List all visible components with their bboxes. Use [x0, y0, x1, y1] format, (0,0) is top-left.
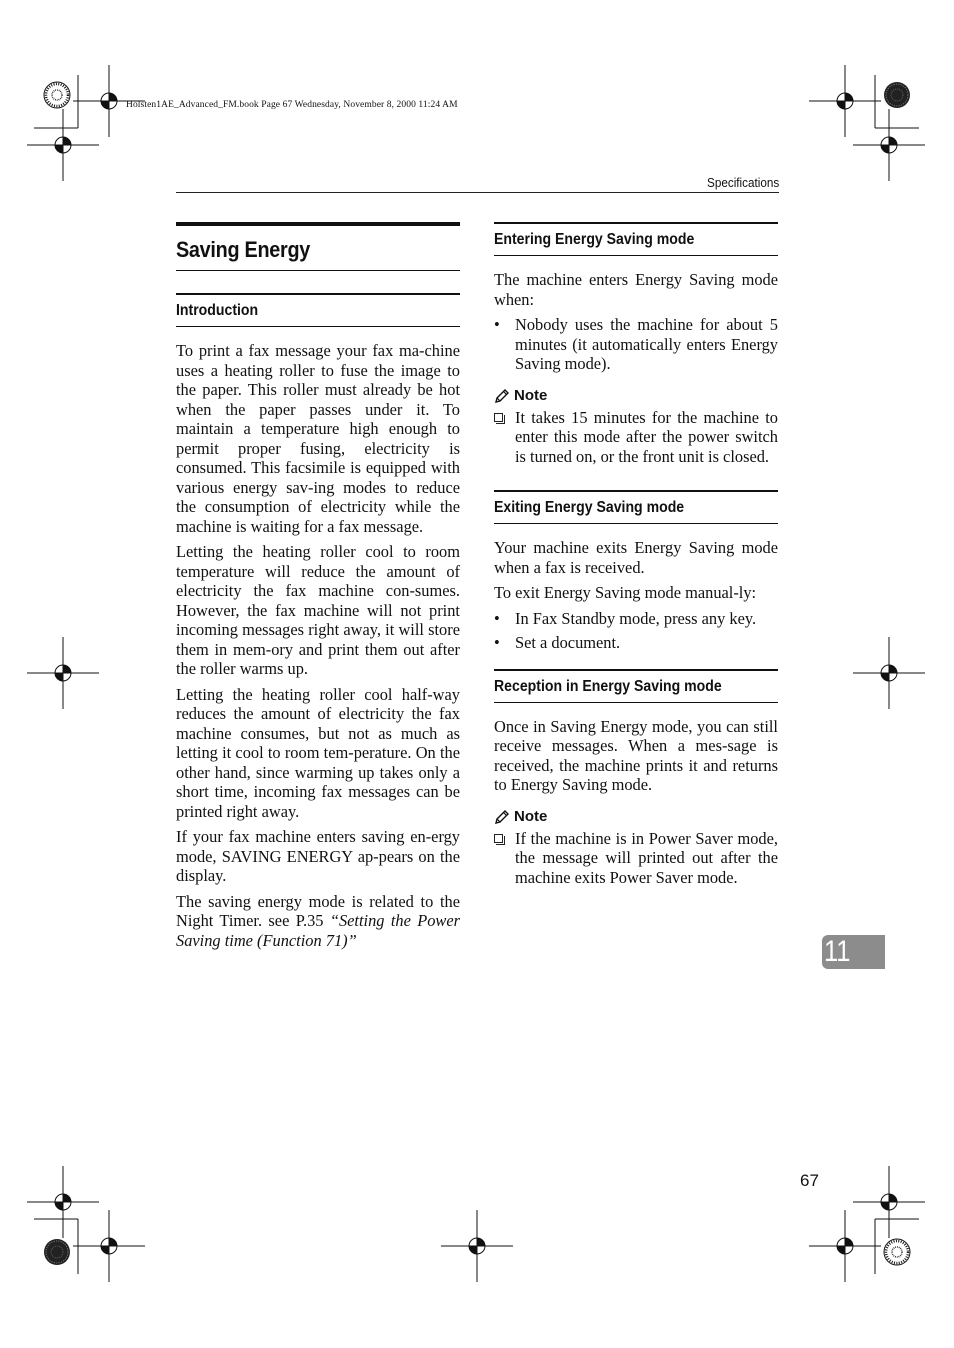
file-info: Holsten1AE_Advanced_FM.book Page 67 Wednesday, November 8, 2000 11:24 AM [126, 100, 458, 110]
intro-paragraph-3: Letting the heating roller cool half-way reduces the amount of electricity the fax machine consumes, but not as much as letting it cool to room tem-perature. On the other hand, since warming up takes only a short time, incoming fax messages can be printed right away. [176, 684, 460, 821]
pencil-icon [494, 809, 510, 825]
note-heading: Note [494, 807, 778, 827]
checkbox-icon [494, 834, 503, 843]
intro-paragraph-1: To print a fax message your fax ma-chine uses a heating roller to fuse the image to the paper. This roller must already be hot when the paper passes under it. To maintain a temperature high enough to permit proper fusing, electricity is consumed. This facsimile is equipped with various energy sav-ing modes to reduce the consumption of electricity while the machine is waiting for a fax message. [176, 341, 460, 536]
intro-paragraph-4: If your fax machine enters saving en-ergy mode, SAVING ENERGY ap-pears on the display. [176, 827, 460, 885]
intro-paragraph-2: Letting the heating roller cool to room temperature will reduce the amount of electricity the fax machine con-sumes. However, the fax machine will not print incoming messages right away, it will store them in mem-ory and print them out after the roller warms up. [176, 542, 460, 678]
page-title: Saving Energy [176, 222, 460, 271]
reception-text: Once in Saving Energy mode, you can still receive messages. When a mes-sage is received, the machine prints it and returns to Energy Saving mode. [494, 716, 778, 794]
note-item: If the machine is in Power Saver mode, the message will printed out after the machine exits Power Saver mode. [494, 829, 778, 888]
section-title: Specifications [706, 175, 779, 190]
entering-list [494, 315, 778, 374]
left-column [176, 222, 460, 956]
exiting-text-1: Your machine exits Energy Saving mode when a fax is received. [494, 538, 778, 577]
corner-mark-bottom-left [27, 1166, 145, 1282]
corner-mark-top-left [27, 65, 145, 181]
corner-mark-bottom-right [809, 1166, 925, 1282]
running-header [176, 173, 779, 193]
intro-paragraph-5: The saving energy mode is related to the Night Timer. see P.35 “Setting the Power Saving time (Function 71)” [176, 891, 461, 950]
list-item: • Nobody uses the machine for about 5 minutes (it automatically enters Energy Saving mode). [494, 315, 778, 373]
side-mark-right [853, 637, 925, 709]
entering-text: The machine enters Energy Saving mode when: [494, 270, 778, 309]
page-number: 67 [800, 1171, 819, 1190]
chapter-tab: 11 [822, 935, 885, 969]
exiting-heading: Exiting Energy Saving mode [494, 490, 778, 524]
side-mark-left [27, 637, 99, 709]
note-item: It takes 15 minutes for the machine to enter this mode after the power switch is turned on, or the front unit is closed. [494, 408, 778, 467]
cross-reference-link[interactable]: “Setting the Power Saving time (Function 71)” [176, 911, 461, 950]
bottom-center-mark [441, 1210, 513, 1282]
list-item: • In Fax Standby mode, press any key. [494, 608, 757, 628]
checkbox-icon [494, 413, 503, 422]
right-column [494, 222, 778, 893]
exiting-text-2: To exit Energy Saving mode manual-ly: [494, 583, 757, 602]
corner-mark-top-right [809, 65, 925, 181]
pencil-icon [494, 388, 510, 404]
introduction-heading: Introduction [176, 293, 460, 327]
exiting-list [494, 609, 778, 653]
list-item: • Set a document. [494, 633, 621, 652]
reception-heading: Reception in Energy Saving mode [494, 669, 778, 703]
entering-heading: Entering Energy Saving mode [494, 222, 778, 256]
note-heading: Note [494, 386, 778, 406]
